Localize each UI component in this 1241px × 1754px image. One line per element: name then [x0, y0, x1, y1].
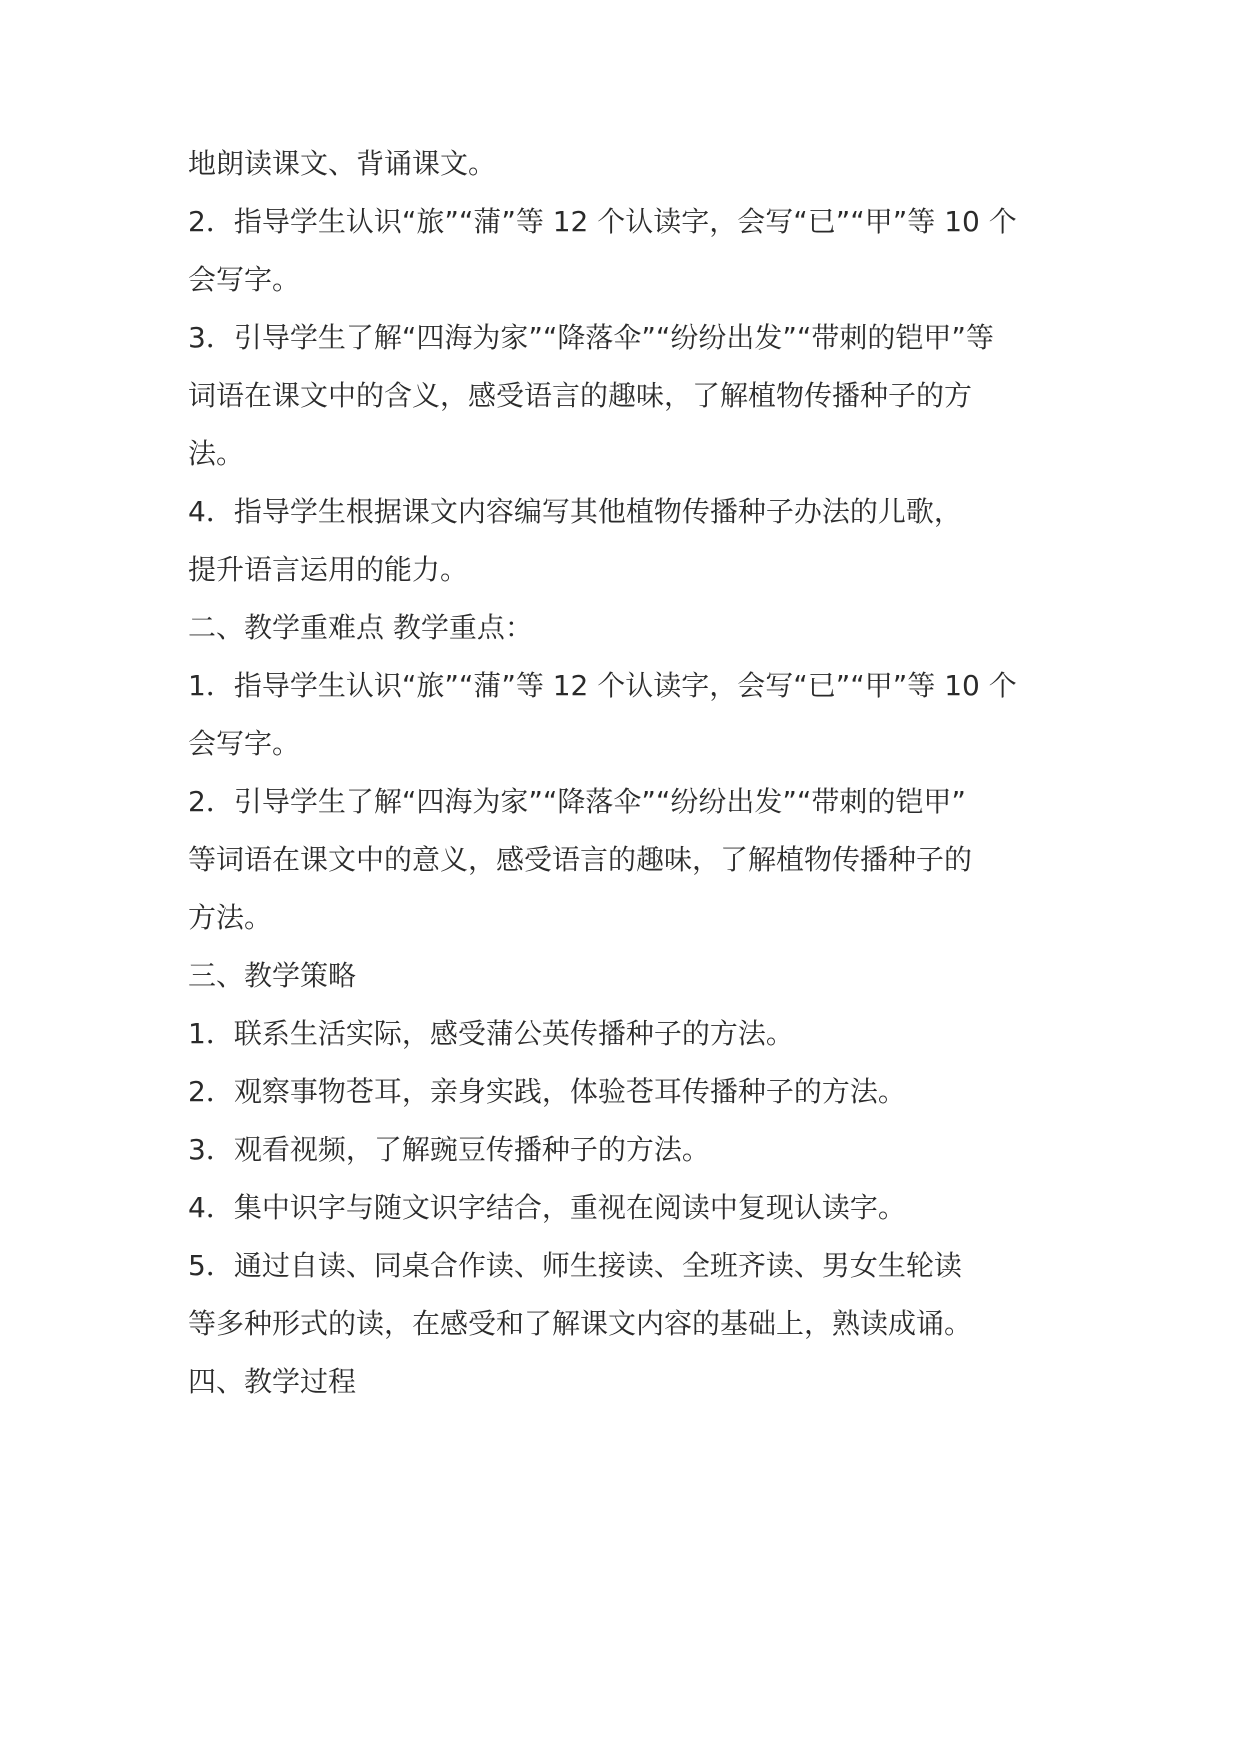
text-line: 2．观察事物苍耳，亲身实践，体验苍耳传播种子的方法。 — [188, 1075, 906, 1108]
text-line: 1．联系生活实际，感受蒲公英传播种子的方法。 — [188, 1017, 794, 1050]
text-line: 法。 — [188, 437, 245, 470]
text-line: 3．引导学生了解“四海为家”“降落伞”“纷纷出发”“带刺的铠甲”等 — [188, 321, 994, 354]
text-line: 等词语在课文中的意义，感受语言的趣味，了解植物传播种子的 — [188, 843, 973, 876]
text-line: 等多种形式的读，在感受和了解课文内容的基础上，熟读成诵。 — [188, 1307, 973, 1340]
text-line: 5．通过自读、同桌合作读、师生接读、全班齐读、男女生轮读 — [188, 1249, 962, 1282]
text-line: 会写字。 — [188, 727, 301, 760]
text-line: 提升语言运用的能力。 — [188, 553, 469, 586]
text-line: 方法。 — [188, 901, 273, 934]
text-line: 词语在课文中的含义，感受语言的趣味，了解植物传播种子的方 — [188, 379, 973, 412]
text-line: 1．指导学生认识“旅”“蒲”等 12 个认读字，会写“已”“甲”等 10 个 — [188, 669, 1017, 702]
text-line: 3．观看视频，了解豌豆传播种子的方法。 — [188, 1133, 710, 1166]
text-line: 会写字。 — [188, 263, 301, 296]
section-heading: 二、教学重难点 教学重点： — [188, 611, 533, 644]
section-heading: 三、教学策略 — [188, 959, 357, 992]
text-line: 地朗读课文、背诵课文。 — [188, 147, 497, 180]
section-heading: 四、教学过程 — [188, 1365, 357, 1398]
text-line: 4．集中识字与随文识字结合，重视在阅读中复现认读字。 — [188, 1191, 906, 1224]
text-line: 2．指导学生认识“旅”“蒲”等 12 个认读字，会写“已”“甲”等 10 个 — [188, 205, 1017, 238]
text-line: 4．指导学生根据课文内容编写其他植物传播种子办法的儿歌， — [188, 495, 962, 528]
text-line: 2．引导学生了解“四海为家”“降落伞”“纷纷出发”“带刺的铠甲” — [188, 785, 966, 818]
